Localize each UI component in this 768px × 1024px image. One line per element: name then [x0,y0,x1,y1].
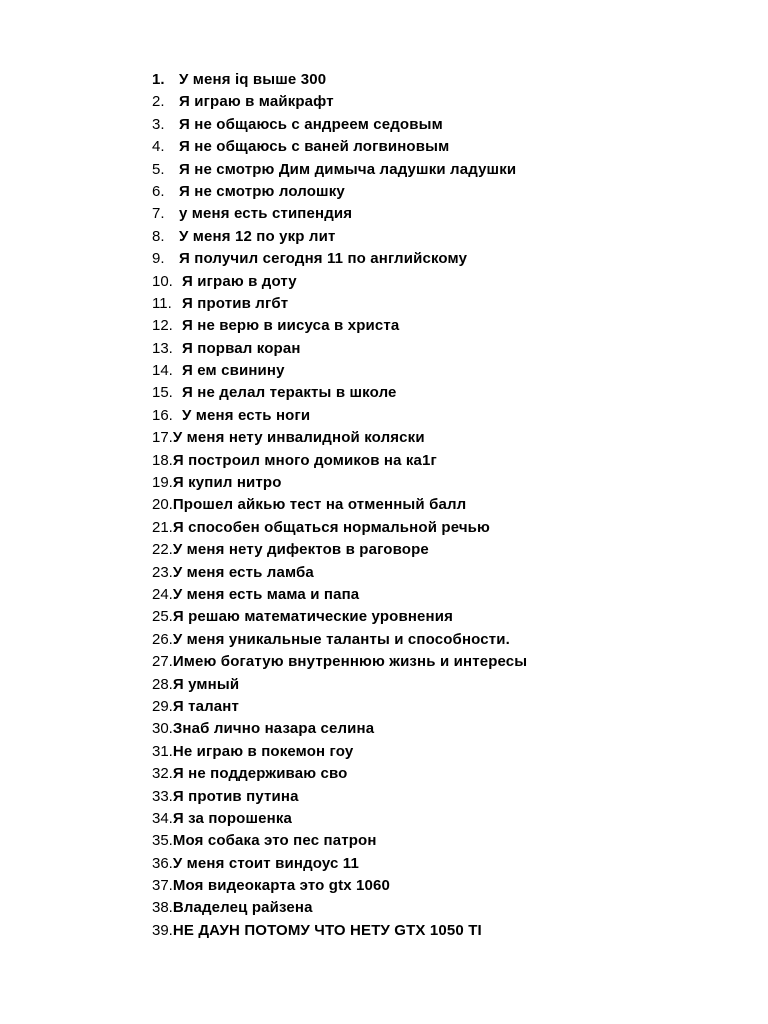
list-item-text: у меня есть стипендия [179,205,353,223]
list-item-number: 31. [152,742,173,760]
list-item-text: У меня iq выше 300 [179,71,327,88]
list-item-number: 36. [152,854,173,872]
list-item-text: Я против лгбт [182,294,289,312]
list-item-number: 5. [152,160,165,178]
list-item-number: 37. [152,877,173,895]
list-item [152,427,527,449]
list-item [152,114,527,136]
list-item-number: 26. [152,630,173,648]
list-item [152,136,527,158]
list-item [152,786,527,808]
list-item-text: Я не общаюсь с ваней логвиновым [179,138,450,156]
list-item-number: 13. [152,339,173,357]
list-item [152,203,527,225]
list-item-text: Я купил нитро [172,474,282,492]
list-item-number: 3. [152,115,165,133]
list-item [152,562,527,584]
list-item-number: 15. [152,384,173,402]
list-item [152,651,527,673]
list-item-number: 28. [152,675,173,693]
list-item [152,584,527,606]
list-item [152,405,527,427]
list-item [152,897,527,919]
list-item-text: НЕ ДАУН ПОТОМУ ЧТО НЕТУ GTX 1050 TI [172,921,482,939]
list-item-text: Я ем свинину [182,362,285,380]
list-item [152,338,527,360]
list-item-number: 7. [152,205,165,223]
list-item-text: Я не верю в иисуса в христа [182,317,400,335]
list-item-number: 20. [152,496,173,514]
list-item-number: 12. [152,317,173,335]
list-item-number: 8. [152,227,165,245]
list-item-text: Я решаю математические уровнения [172,608,454,626]
list-item [152,159,527,181]
list-item-text: Не играю в покемон гоу [172,742,354,760]
list-item-text: Я способен общаться нормальной речью [172,518,491,536]
list-item-text: Имею богатую внутреннюю жизнь и интересы [172,653,528,671]
list-item-number: 4. [152,138,165,156]
list-item-number: 29. [152,697,173,715]
list-item-text: Прошел айкью тест на отменный балл [172,496,467,514]
list-item-number: 39. [152,921,173,939]
list-item [152,920,527,942]
list-item [152,853,527,875]
list-item-number: 23. [152,563,173,581]
list-item-number: 33. [152,787,173,805]
list-item-number: 21. [152,518,173,536]
list-item [152,181,527,203]
list-item [152,472,527,494]
list-item-number: 11. [152,294,172,312]
list-item-number: 34. [152,809,173,827]
list-item [152,315,527,337]
list-item-text: У меня нету дифектов в раговоре [172,541,429,559]
list-item-text: Я против путина [172,787,299,805]
list-item [152,271,527,293]
list-item [152,382,527,404]
list-item-number: 27. [152,653,173,671]
list-item-text: У меня 12 по укр лит [179,227,336,245]
list-item [152,293,527,315]
list-item-number: 17. [152,429,173,447]
list-item-number: 6. [152,182,165,200]
list-item-text: Моя видеокарта это gtx 1060 [172,877,391,895]
list-item-text: Я умный [172,675,240,693]
list-item-text: Я играю в доту [182,272,297,290]
list-item-text: Я порвал коран [182,339,301,357]
list-item [152,91,527,113]
list-item-number: 1. [152,71,165,88]
list-item-text: Я талант [172,697,239,715]
list-item-text: Я не делал теракты в школе [182,384,397,402]
list-item [152,830,527,852]
list-item-text: У меня уникальные таланты и способности. [172,630,510,648]
numbered-list [152,69,527,942]
list-item-text: У меня есть ноги [182,406,311,424]
list-item-number: 2. [152,93,165,111]
list-item-number: 14. [152,362,173,380]
list-item-text: У меня есть мама и папа [172,585,360,603]
list-item [152,539,527,561]
list-item-number: 16. [152,406,173,424]
list-item-number: 22. [152,541,173,559]
list-item-text: Знаб лично назара селина [172,720,375,738]
list-item [152,494,527,516]
list-item [152,248,527,270]
list-item-text: Владелец райзена [172,899,313,917]
list-item [152,226,527,248]
list-item-text: Я построил много домиков на ка1г [172,451,437,469]
list-item-number: 9. [152,250,165,268]
list-item [152,360,527,382]
list-item-number: 10. [152,272,173,290]
list-item-number: 24. [152,585,173,603]
list-item-number: 35. [152,832,173,850]
list-item [152,629,527,651]
list-item-text: У меня стоит виндоус 11 [172,854,359,872]
list-item-number: 30. [152,720,173,738]
list-item [152,696,527,718]
list-item-text: У меня есть ламба [172,563,314,581]
list-item [152,718,527,740]
list-item-text: Моя собака это пес патрон [172,832,377,850]
list-item [152,674,527,696]
list-item-number: 32. [152,765,173,783]
list-item [152,763,527,785]
list-item-number: 38. [152,899,173,917]
list-item-text: У меня нету инвалидной коляски [172,429,425,447]
list-item-text: Я не смотрю Дим димыча ладушки ладушки [179,160,517,178]
list-item [152,517,527,539]
list-item-text: Я получил сегодня 11 по английскому [179,250,468,268]
list-item [152,69,527,91]
list-item-text: Я не поддерживаю сво [172,765,348,783]
list-item [152,606,527,628]
list-item-text: Я не смотрю лолошку [179,182,345,200]
list-item-text: Я за порошенка [172,809,292,827]
list-item [152,450,527,472]
list-item [152,875,527,897]
list-item [152,808,527,830]
list-item-text: Я играю в майкрафт [179,93,334,111]
list-item [152,741,527,763]
list-item-number: 19. [152,474,173,492]
list-item-text: Я не общаюсь с андреем седовым [179,115,443,133]
list-item-number: 18. [152,451,173,469]
list-item-number: 25. [152,608,173,626]
